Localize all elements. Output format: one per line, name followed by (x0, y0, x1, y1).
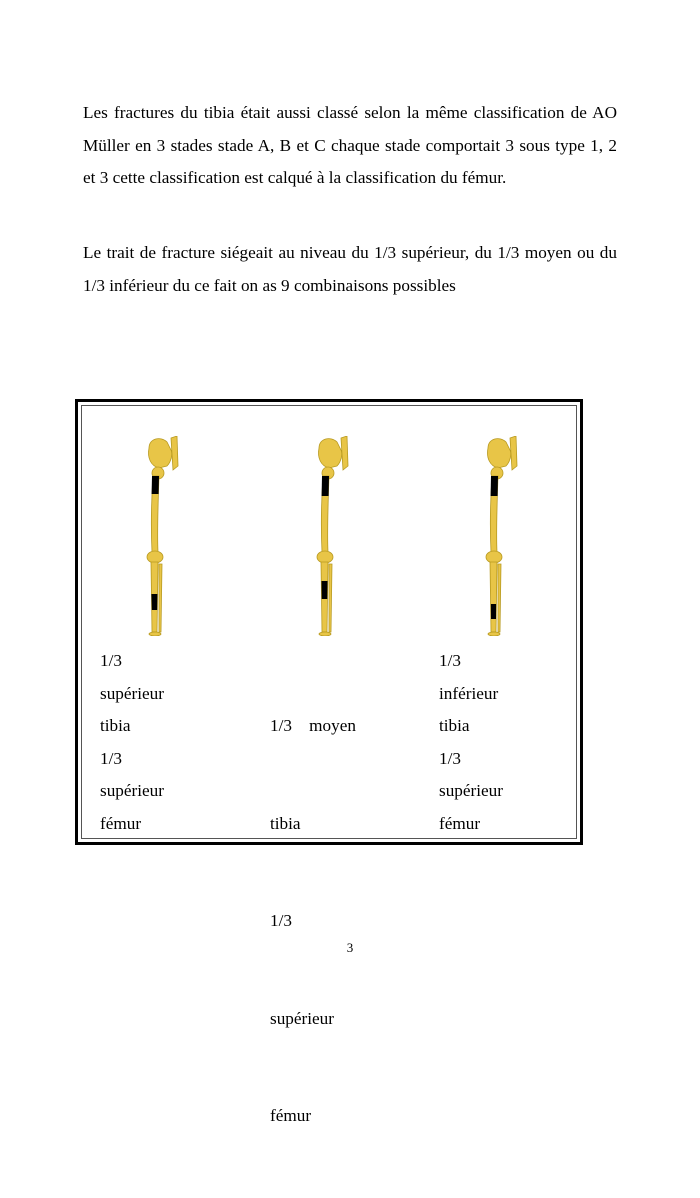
caption-column-3 (439, 645, 503, 840)
caption-line: tibia (439, 716, 470, 735)
caption-line: fémur (439, 813, 481, 833)
leg-skeleton-image-1 (141, 436, 201, 636)
caption-line: supérieur (100, 683, 164, 703)
paragraph-1: Les fractures du tibia était aussi classé selon la même classification de AO Müller en 3 stades stade A, B et C chaque stade comportait 3 sous type 1, 2 et 3 cette classification est calqué à la classification du fémur. (83, 103, 617, 187)
caption-line: 1/3 (439, 651, 461, 670)
caption-line: supérieur (439, 781, 503, 800)
paragraph-2: Le trait de fracture siégeait au niveau du 1/3 supérieur, du 1/3 moyen ou du 1/3 inférieur du ce fait on as 9 combinaisons possibles (83, 243, 617, 295)
caption-line: tibia (100, 716, 131, 735)
caption-line: supérieur (100, 781, 164, 800)
caption-line: fémur (100, 813, 142, 833)
leg-skeleton-image-3 (480, 436, 540, 636)
caption-line: 1/3 (100, 748, 122, 768)
caption-line: fémur (270, 1106, 312, 1125)
caption-line: tibia (270, 813, 301, 833)
caption-line: 1/3 moyen (270, 716, 356, 735)
caption-line: 1/3 (100, 651, 122, 670)
caption-line: inférieur (439, 683, 499, 703)
page-number: 3 (346, 940, 354, 955)
caption-line: supérieur (270, 1008, 334, 1028)
caption-line: 1/3 (270, 911, 292, 930)
caption-column-2 (270, 645, 356, 1198)
leg-skeleton-image-2 (311, 436, 371, 636)
caption-column-1 (100, 645, 164, 840)
fracture-figure (75, 399, 583, 1125)
caption-line: 1/3 (439, 748, 461, 768)
